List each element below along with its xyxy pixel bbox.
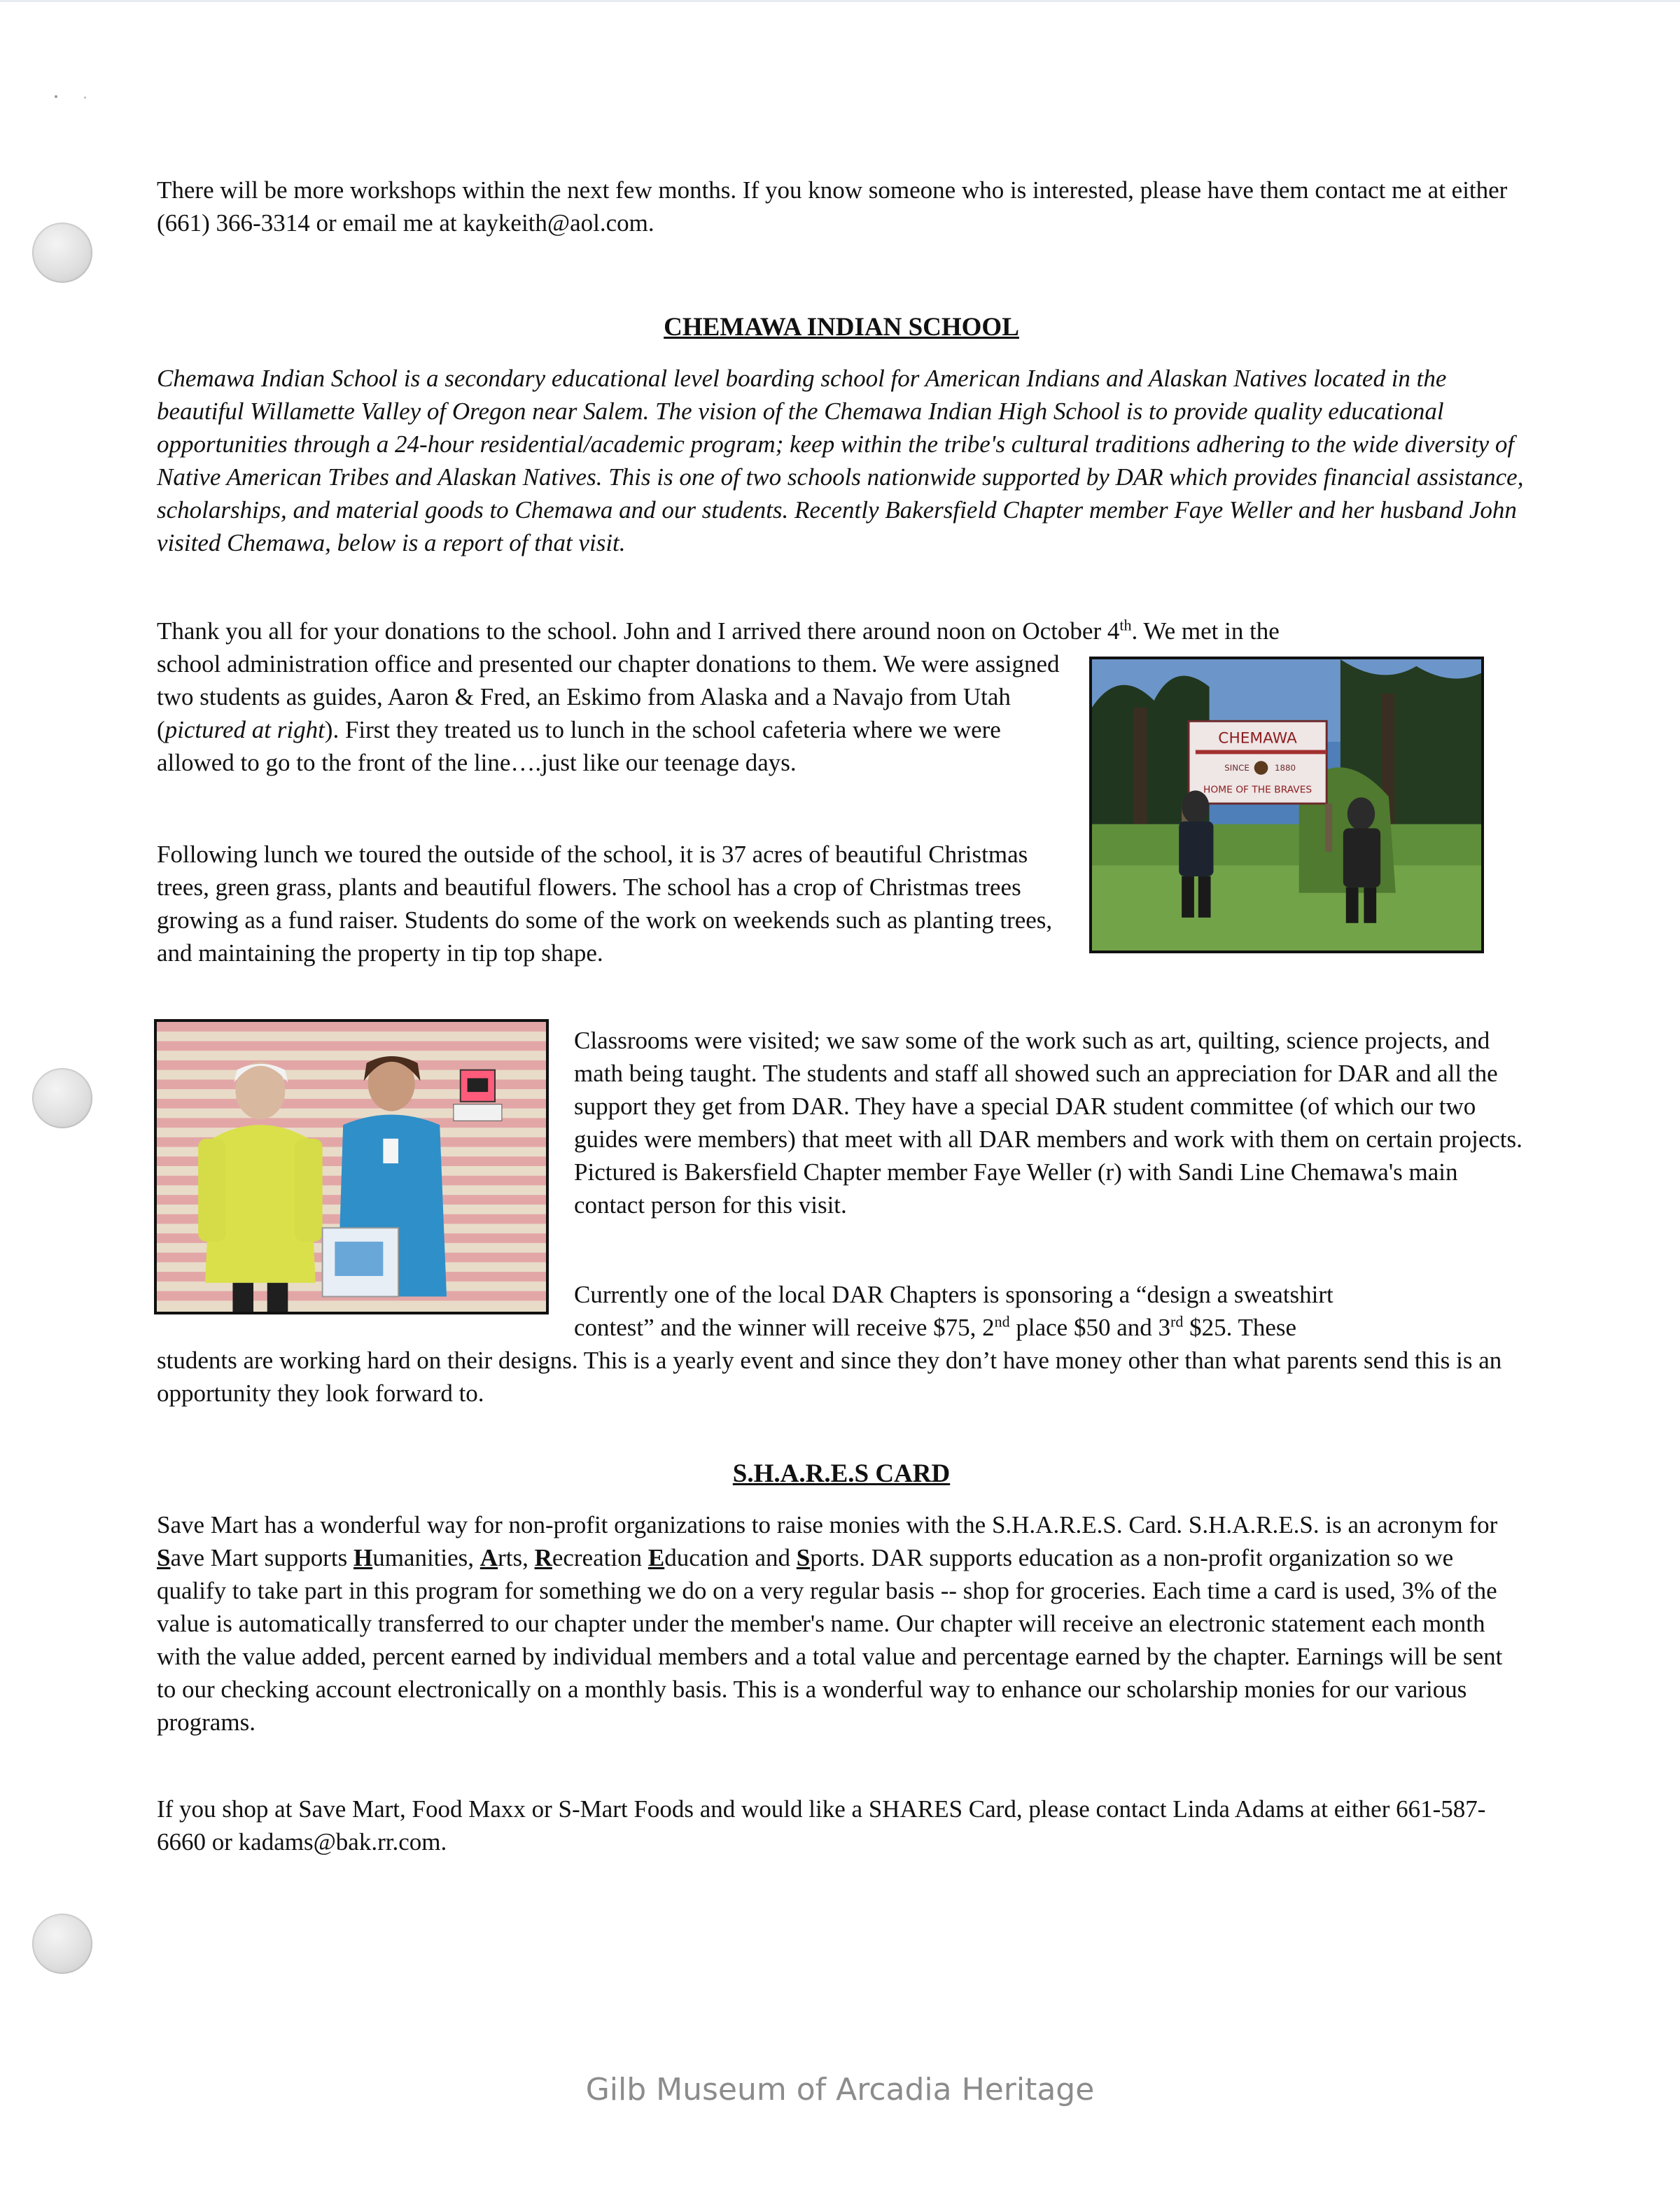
contest-line-1: Currently one of the local DAR Chapters is sponsoring a “design a sweatshirt [574,1281,1334,1308]
shares-contact-paragraph: If you shop at Save Mart, Food Maxx or S-Mart Foods and would like a SHARES Card, please contact Linda Adams at either 661-587-6660 or kadams@bak.rr.com. [157,1795,1486,1856]
shares-paragraph: Save Mart has a wonderful way for non-profit organizations to raise monies with the S.H.A.R.E.S. Card. S.H.A.R.E.S. is an acronym for Save Mart supports Humanities, Arts, Recreation Education and Sports. DAR supports education as a non-profit organization so we qualify to take part in this program for something we do on a very regular basis -- shop for groceries. Each time a card is used, 3% of the value is automatically transferred to our chapter under the member's name. Our chapter will receive an electronic statement each month with the value added, percent earned by individual members and a total value and percentage earned by the chapter. Earnings will be sent to our checking account electronically on a monthly basis. This is a wonderful way to enhance our scholarship monies for our various programs. [157,1511,1503,1736]
chemawa-heading: CHEMAWA INDIAN SCHOOL [664,313,1019,342]
workshop-paragraph: There will be more workshops within the next few months. If you know someone who is interested, please have them contact me at either (661) 366-3314 or email me at kaykeith@aol.com. [157,176,1508,237]
sign-subtitle: HOME OF THE BRAVES [1203,784,1312,796]
contest-line-2: contest” and the winner will receive $75, 2nd place $50 and 3rd $25. These [574,1312,1297,1341]
chemawa-intro-paragraph: Chemawa Indian School is a secondary educational level boarding school for American Indians and Alaskan Natives located in the beautiful Willamette Valley of Oregon near Salem. The vision of the Chemawa Indian High School is to provide quality educational opportunities through a 24-hour residential/academic program; keep within the tribe's cultural traditions adhering to the wide diversity of Native American Tribes and Alaskan Natives. This is one of two schools nationwide supported by DAR which provides financial assistance, scholarships, and material goods to Chemawa and our students. Recently Bakersfield Chapter member Faye Weller and her husband John visited Chemawa, below is a report of that visit. [157,365,1524,556]
students-sign-image [1092,659,1481,951]
scan-speck [55,95,57,98]
staff-photo [154,1019,549,1314]
staff-photo-image [157,1022,546,1312]
sign-since: SINCE [1224,762,1250,773]
hole-punch [32,1068,92,1128]
students-sign-photo [1089,657,1484,953]
museum-watermark: Gilb Museum of Arcadia Heritage [585,2072,1095,2108]
shares-heading: S.H.A.R.E.S CARD [732,1459,951,1488]
visit-paragraph-body: school administration office and presented our chapter donations to them. We were assigned two students as guides, Aaron & Fred, an Eskimo from Alaska and a Navajo from Utah (pictured at right). First they treated us to lunch in the school cafeteria where we were allowed to go to the front of the line….just like our teenage days. [157,650,1060,776]
sign-year: 1880 [1274,762,1296,773]
visit-paragraph-first-line: Thank you all for your donations to the school. John and I arrived there around noon on October 4th. We met in the [157,616,1280,645]
hole-punch [32,223,92,283]
contest-paragraph-end: students are working hard on their designs. This is a yearly event and since they don’t have money other than what parents send this is an opportunity they look forward to. [157,1347,1502,1407]
scan-top-edge [0,0,1680,2]
hole-punch [32,1914,92,1974]
tour-paragraph: Following lunch we toured the outside of the school, it is 37 acres of beautiful Christmas trees, green grass, plants and beautiful flowers. The school has a crop of Christmas trees growing as a fund raiser. Students do some of the work on weekends such as planting trees, and maintaining the property in tip top shape. [157,841,1053,967]
scan-speck [84,97,86,99]
sign-title: CHEMAWA [1218,729,1297,748]
classrooms-paragraph: Classrooms were visited; we saw some of the work such as art, quilting, science projects, and math being taught. The students and staff all showed such an appreciation for DAR and all the support they get from DAR. They have a special DAR student committee (of which our two guides were members) that meet with all DAR members and work with them on certain projects. Pictured is Bakersfield Chapter member Faye Weller (r) with Sandi Line Chemawa's main contact person for this visit. [574,1027,1522,1219]
